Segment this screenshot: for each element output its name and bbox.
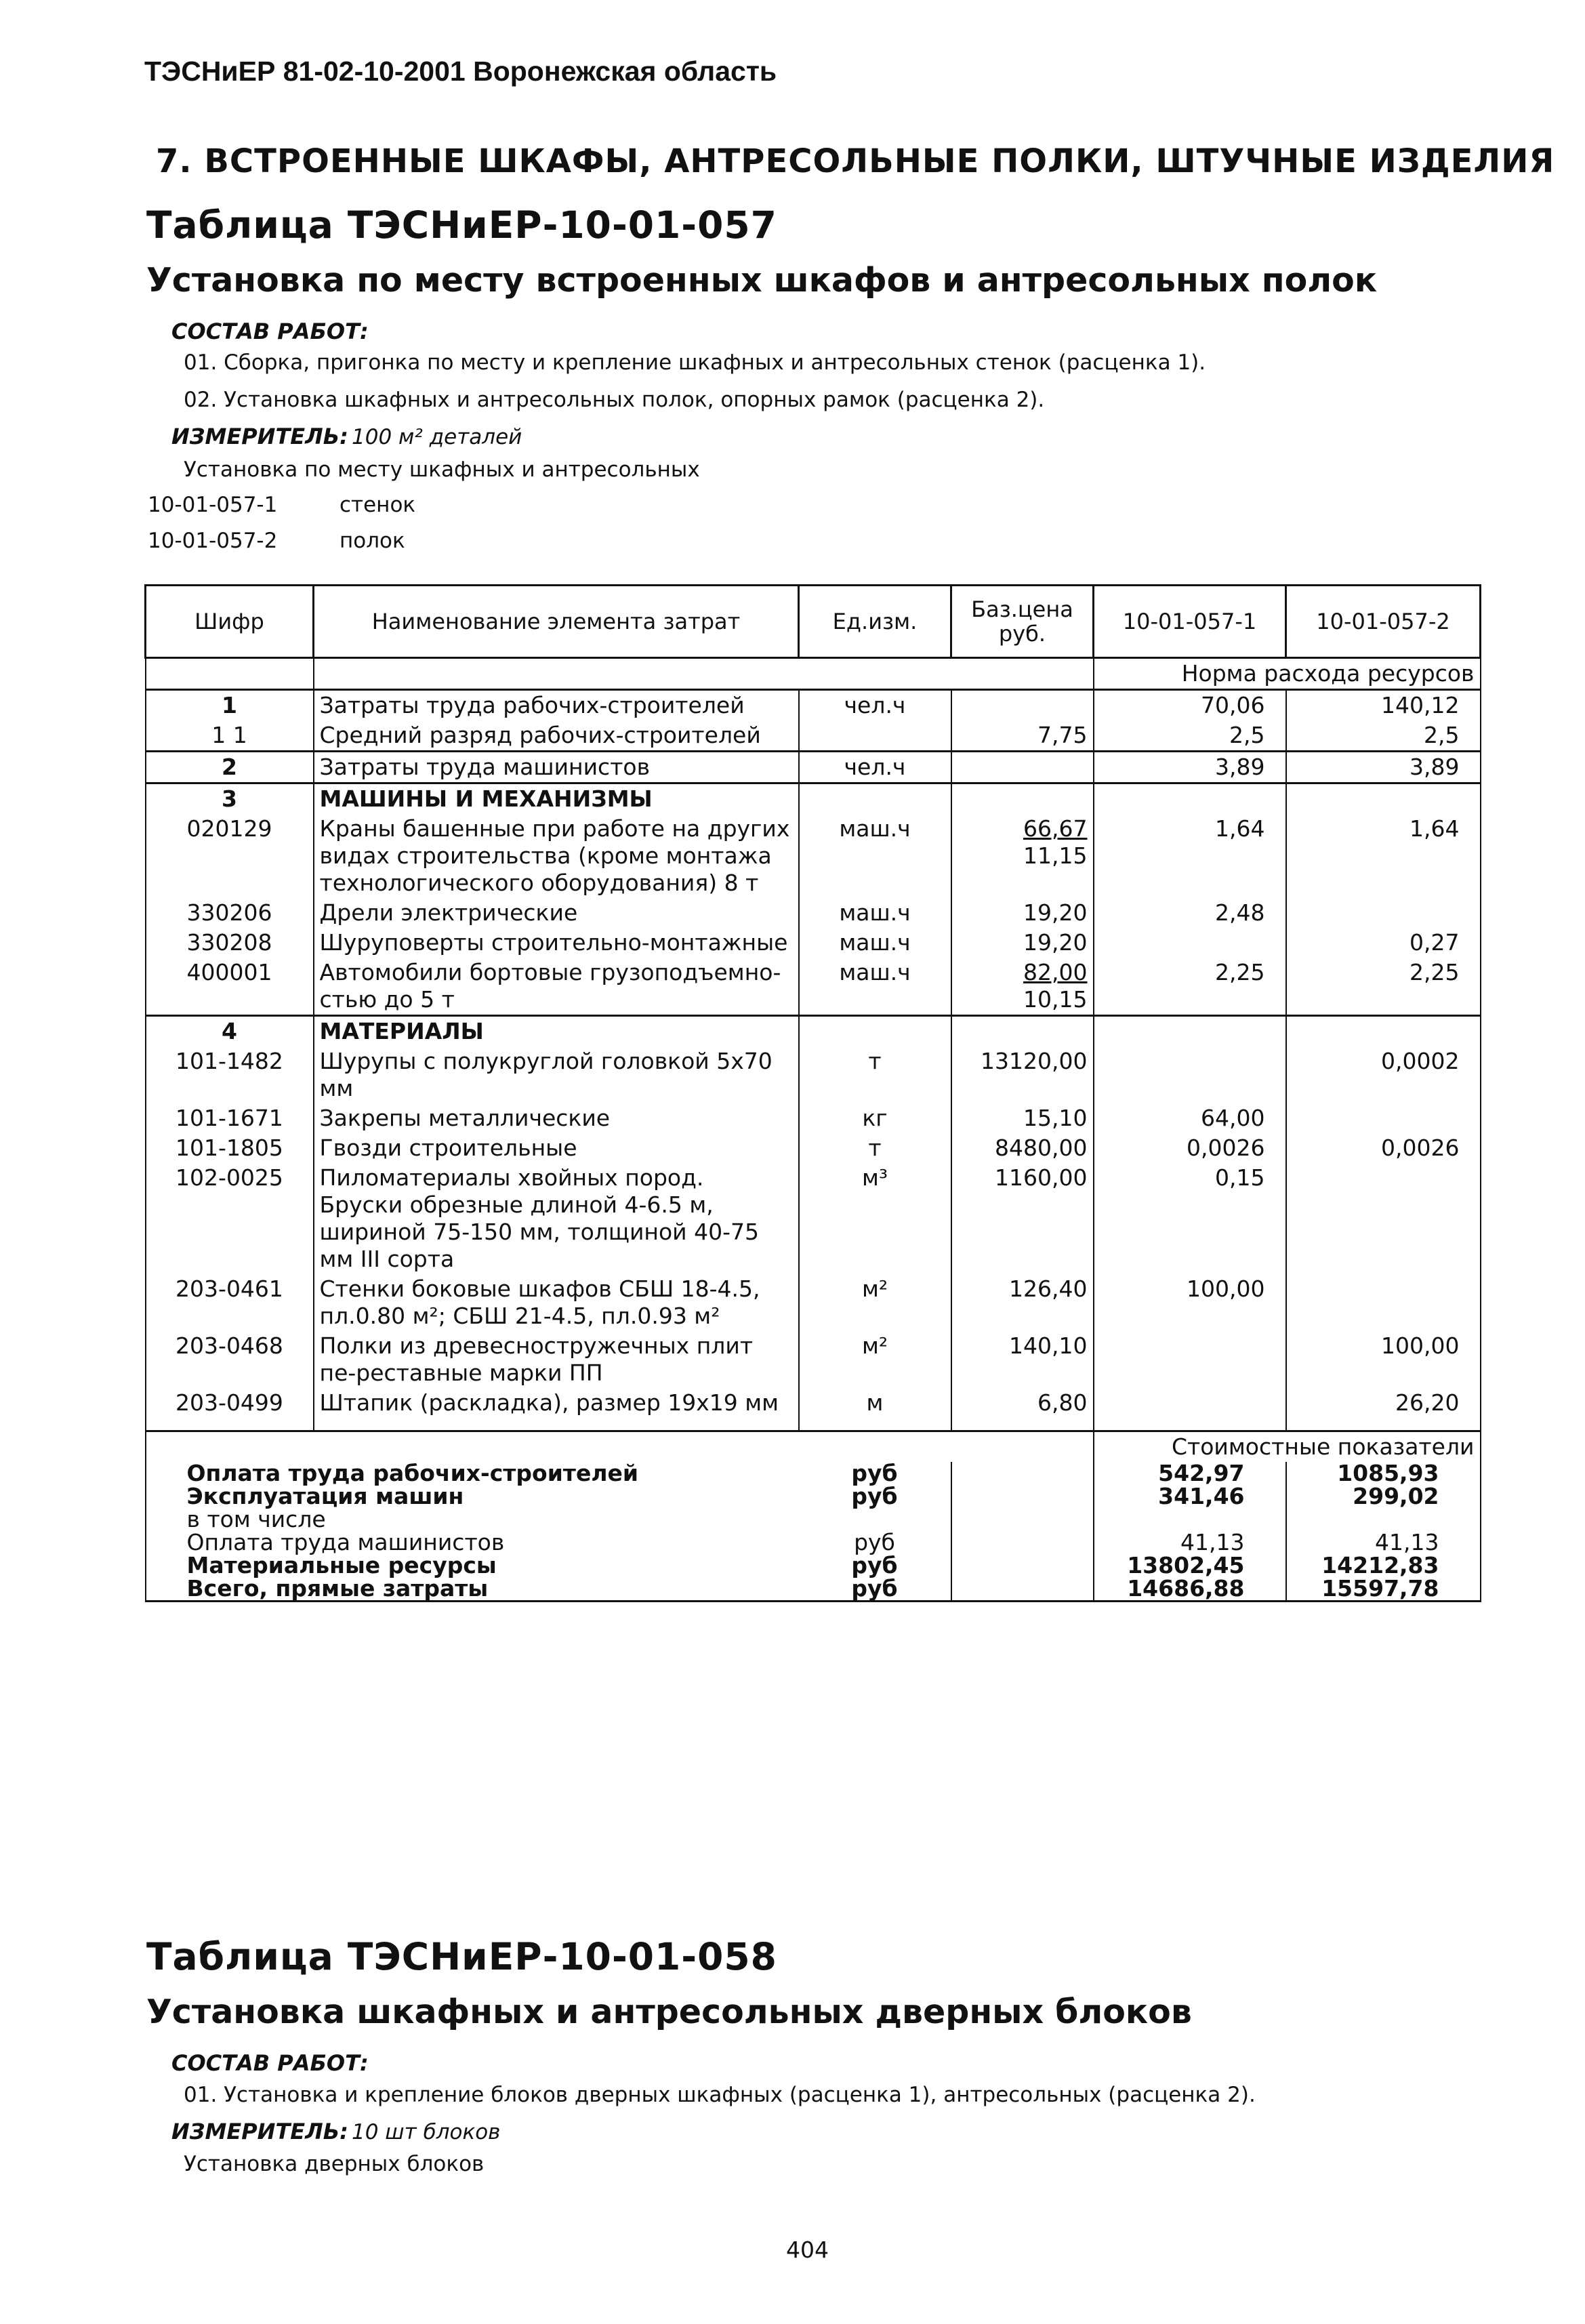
cell-price [951, 1331, 1094, 1388]
table-row [146, 1388, 1481, 1418]
cell-name: Средний разряд рабочих-строителей [314, 720, 799, 752]
cell-v2 [1286, 1163, 1481, 1274]
work-item: 01. Сборка, пригонка по месту и крепление шкафных и антресольных стенок (расценка 1). [184, 350, 1206, 375]
cell-unit: чел.ч [799, 690, 951, 721]
meter-label-2: ИЗМЕРИТЕЛЬ: [171, 2119, 348, 2144]
cell-unit: кг [799, 1103, 951, 1133]
cell-v2 [1286, 898, 1481, 928]
cell-code: 101-1482 [146, 1046, 314, 1103]
cell-code: 101-1805 [146, 1133, 314, 1163]
cell-name: Штапик (раскладка), размер 19х19 мм [314, 1388, 799, 1418]
price-value: 8480,00 [995, 1135, 1088, 1161]
cell-price [951, 1133, 1094, 1163]
cost-unit: руб [854, 1529, 895, 1555]
cost-name: Оплата труда машинистов [146, 1531, 799, 1554]
table-row [146, 1331, 1481, 1388]
cell-code: 203-0499 [146, 1388, 314, 1418]
cell-v2: 2,25 [1286, 958, 1481, 1016]
cell-v1 [1094, 783, 1286, 815]
cell-price [951, 1046, 1094, 1103]
cell-price [951, 1274, 1094, 1331]
cost-row [146, 1485, 1481, 1508]
table-spacer [146, 1418, 1481, 1431]
norm-caption: Норма расхода ресурсов [1094, 658, 1481, 690]
cost-name: Всего, прямые затраты [146, 1577, 799, 1602]
price-value: 1160,00 [995, 1164, 1088, 1191]
cell-v1: 0,0026 [1094, 1133, 1286, 1163]
cost-v2: 299,02 [1286, 1485, 1481, 1508]
column-header: 10-01-057-1 [1094, 586, 1286, 658]
cell-v2: 0,0002 [1286, 1046, 1481, 1103]
cell-price [951, 814, 1094, 898]
cell-v2: 3,89 [1286, 752, 1481, 783]
table-row [146, 928, 1481, 958]
cost-unit: руб [851, 1483, 898, 1509]
cell-v1 [1094, 1331, 1286, 1388]
cost-empty [951, 1508, 1094, 1531]
cost-unit: руб [799, 1577, 951, 1602]
cell-code: 203-0461 [146, 1274, 314, 1331]
cost-v2: 41,13 [1286, 1531, 1481, 1554]
cost-v1 [1094, 1508, 1286, 1531]
cost-v1: 41,13 [1094, 1531, 1286, 1554]
column-header: Баз.цена руб. [951, 586, 1094, 658]
price-value: 19,20 [1023, 929, 1088, 956]
cell-code: 101-1671 [146, 1103, 314, 1133]
cell-price [951, 783, 1094, 815]
cost-v1: 341,46 [1094, 1485, 1286, 1508]
cost-name: Эксплуатация машин [146, 1485, 799, 1508]
table-subtitle-2: Установка шкафных и антресольных дверных блоков [146, 1993, 1192, 2031]
cell-price [951, 720, 1094, 752]
cell-v1: 2,5 [1094, 720, 1286, 752]
cell-v1: 2,48 [1094, 898, 1286, 928]
price-value: 15,10 [1023, 1105, 1088, 1131]
cost-v2: 15597,78 [1286, 1577, 1481, 1602]
cost-caption-row [146, 1431, 1481, 1463]
cell-code: 203-0468 [146, 1331, 314, 1388]
cell-unit: м [799, 1388, 951, 1418]
cell-v2: 0,0026 [1286, 1133, 1481, 1163]
cost-row [146, 1577, 1481, 1602]
cost-row [146, 1462, 1481, 1485]
cost-v1: 542,97 [1094, 1462, 1286, 1485]
work-composition-label-2: СОСТАВ РАБОТ: [171, 2050, 369, 2076]
cell-unit: м³ [799, 1163, 951, 1274]
meter-value: 100 м² деталей [352, 425, 522, 449]
cell-v1: 3,89 [1094, 752, 1286, 783]
work-item-2: 01. Установка и крепление блоков дверных шкафных (расценка 1), антресольных (расценка 2). [184, 2083, 1256, 2107]
table-row [146, 783, 1481, 815]
meter-line [171, 424, 522, 449]
cost-v2: 14212,83 [1286, 1554, 1481, 1577]
codes-intro-2: Установка дверных блоков [184, 2152, 485, 2176]
cost-v2 [1286, 1508, 1481, 1531]
cell-v2: 100,00 [1286, 1331, 1481, 1388]
column-header: Ед.изм. [799, 586, 951, 658]
cell-v1: 100,00 [1094, 1274, 1286, 1331]
cell-price [951, 752, 1094, 783]
table-row [146, 752, 1481, 783]
cost-name: в том числе [146, 1508, 799, 1531]
document-header: ТЭСНиЕР 81-02-10-2001 Воронежская область [144, 56, 777, 87]
table-row [146, 898, 1481, 928]
table-row [146, 1046, 1481, 1103]
cost-empty [951, 1485, 1094, 1508]
table-row [146, 1103, 1481, 1133]
column-header: Шифр [146, 586, 314, 658]
price-value: 140,10 [1009, 1332, 1088, 1359]
table-header-row [146, 586, 1481, 658]
resource-table [144, 584, 1481, 1602]
cell-v1: 64,00 [1094, 1103, 1286, 1133]
cell-code: 2 [146, 752, 314, 783]
section-title: 7. ВСТРОЕННЫЕ ШКАФЫ, АНТРЕСОЛЬНЫЕ ПОЛКИ, ШТУЧНЫЕ ИЗДЕЛИЯ [156, 142, 1555, 180]
cost-v1: 14686,88 [1094, 1577, 1286, 1602]
price-value: 6,80 [1037, 1389, 1088, 1416]
cell-unit [799, 783, 951, 815]
cell-name: МАТЕРИАЛЫ [314, 1016, 799, 1047]
cost-caption: Стоимостные показатели [1094, 1431, 1481, 1463]
table-row [146, 1016, 1481, 1047]
codes-intro: Установка по месту шкафных и антресольных [184, 457, 700, 482]
table-row [146, 958, 1481, 1016]
cell-v2 [1286, 783, 1481, 815]
cost-unit: руб [851, 1552, 898, 1578]
cell-code: 3 [146, 783, 314, 815]
cell-price [951, 690, 1094, 721]
cell-name: Стенки боковые шкафов СБШ 18-4.5, пл.0.80 м²; СБШ 21-4.5, пл.0.93 м² [314, 1274, 799, 1331]
cell-unit: маш.ч [799, 958, 951, 1016]
cell-v2: 140,12 [1286, 690, 1481, 721]
cell-v1 [1094, 1046, 1286, 1103]
price-value: 13120,00 [981, 1048, 1088, 1074]
cell-name: Полки из древесностружечных плит пе-реставные марки ПП [314, 1331, 799, 1388]
cell-unit: т [799, 1133, 951, 1163]
code-id: 10-01-057-2 [148, 529, 278, 553]
cell-unit: м² [799, 1274, 951, 1331]
cell-name: Автомобили бортовые грузоподъемно-стью до 5 т [314, 958, 799, 1016]
cell-code: 1 [146, 690, 314, 721]
cell-code: 102-0025 [146, 1163, 314, 1274]
cost-empty [951, 1577, 1094, 1602]
cell-price [951, 958, 1094, 1016]
cell-name: Затраты труда машинистов [314, 752, 799, 783]
cell-name: Затраты труда рабочих-строителей [314, 690, 799, 721]
code-id: 10-01-057-1 [148, 493, 278, 517]
cell-name: Гвозди строительные [314, 1133, 799, 1163]
cell-v2 [1286, 1103, 1481, 1133]
cell-unit [799, 720, 951, 752]
table-row [146, 690, 1481, 721]
table-row [146, 1133, 1481, 1163]
cell-code: 020129 [146, 814, 314, 898]
cost-row [146, 1554, 1481, 1577]
cell-v2: 2,5 [1286, 720, 1481, 752]
cell-price [951, 1103, 1094, 1133]
cell-v1: 2,25 [1094, 958, 1286, 1016]
cell-price [951, 1163, 1094, 1274]
meter-value-2: 10 шт блоков [352, 2120, 501, 2144]
meter-line-2 [171, 2119, 500, 2144]
table-subtitle: Установка по месту встроенных шкафов и антресольных полок [146, 261, 1378, 300]
cell-v1: 70,06 [1094, 690, 1286, 721]
price-value: 19,20 [1023, 899, 1088, 926]
table-row [146, 814, 1481, 898]
cell-price [951, 1388, 1094, 1418]
price-wage-value: 11,15 [1023, 842, 1088, 869]
price-value: 82,00 [1023, 959, 1088, 985]
cost-unit: руб [851, 1460, 898, 1486]
cell-v2: 26,20 [1286, 1388, 1481, 1418]
code-desc: полок [339, 529, 405, 553]
cell-price [951, 1016, 1094, 1047]
cell-name: Шуруповерты строительно-монтажные [314, 928, 799, 958]
cost-name: Материальные ресурсы [146, 1554, 799, 1577]
cell-unit: т [799, 1046, 951, 1103]
cell-unit: м² [799, 1331, 951, 1388]
cell-name: МАШИНЫ И МЕХАНИЗМЫ [314, 783, 799, 815]
cost-empty [951, 1462, 1094, 1485]
work-item: 02. Установка шкафных и антресольных полок, опорных рамок (расценка 2). [184, 388, 1045, 412]
table-row [146, 720, 1481, 752]
code-desc: стенок [339, 493, 416, 517]
cost-empty [951, 1531, 1094, 1554]
cost-row [146, 1508, 1481, 1531]
cost-v1: 13802,45 [1094, 1554, 1286, 1577]
page-number: 404 [786, 2237, 829, 2263]
cost-empty [951, 1554, 1094, 1577]
cell-v2 [1286, 1016, 1481, 1047]
cost-v2: 1085,93 [1286, 1462, 1481, 1485]
cell-v2 [1286, 1274, 1481, 1331]
price-value: 7,75 [1037, 722, 1088, 748]
cell-code: 330208 [146, 928, 314, 958]
table-title: Таблица ТЭСНиЕР-10-01-057 [146, 203, 777, 247]
column-header: 10-01-057-2 [1286, 586, 1481, 658]
cell-name: Шурупы с полукруглой головкой 5х70 мм [314, 1046, 799, 1103]
cell-code: 400001 [146, 958, 314, 1016]
cell-unit: маш.ч [799, 814, 951, 898]
cell-v1 [1094, 1388, 1286, 1418]
cell-v2: 0,27 [1286, 928, 1481, 958]
table-row [146, 1274, 1481, 1331]
cell-code: 1 1 [146, 720, 314, 752]
work-composition-label: СОСТАВ РАБОТ: [171, 319, 369, 344]
cell-name: Пиломатериалы хвойных пород. Бруски обрезные длиной 4-6.5 м, шириной 75-150 мм, толщиной 40-75 мм III сорта [314, 1163, 799, 1274]
cell-name: Закрепы металлические [314, 1103, 799, 1133]
cell-name: Дрели электрические [314, 898, 799, 928]
cell-v1 [1094, 1016, 1286, 1047]
cell-price [951, 928, 1094, 958]
table-title-2: Таблица ТЭСНиЕР-10-01-058 [146, 1935, 777, 1978]
cell-v2: 1,64 [1286, 814, 1481, 898]
price-value: 66,67 [1023, 815, 1088, 842]
cell-unit: чел.ч [799, 752, 951, 783]
cell-v1: 1,64 [1094, 814, 1286, 898]
table-row [146, 1163, 1481, 1274]
cell-v1: 0,15 [1094, 1163, 1286, 1274]
cell-unit: маш.ч [799, 898, 951, 928]
cell-code: 330206 [146, 898, 314, 928]
cell-unit: маш.ч [799, 928, 951, 958]
meter-label: ИЗМЕРИТЕЛЬ: [171, 424, 348, 449]
cost-row [146, 1531, 1481, 1554]
price-value: 126,40 [1009, 1276, 1088, 1302]
norm-caption-row [146, 658, 1481, 690]
cost-name: Оплата труда рабочих-строителей [146, 1462, 799, 1485]
cell-name: Краны башенные при работе на других видах строительства (кроме монтажа технологического оборудования) 8 т [314, 814, 799, 898]
cell-price [951, 898, 1094, 928]
cell-code: 4 [146, 1016, 314, 1047]
cell-unit [799, 1016, 951, 1047]
cost-unit [799, 1508, 951, 1531]
price-wage-value: 10,15 [1023, 986, 1088, 1013]
column-header: Наименование элемента затрат [314, 586, 799, 658]
cell-v1 [1094, 928, 1286, 958]
